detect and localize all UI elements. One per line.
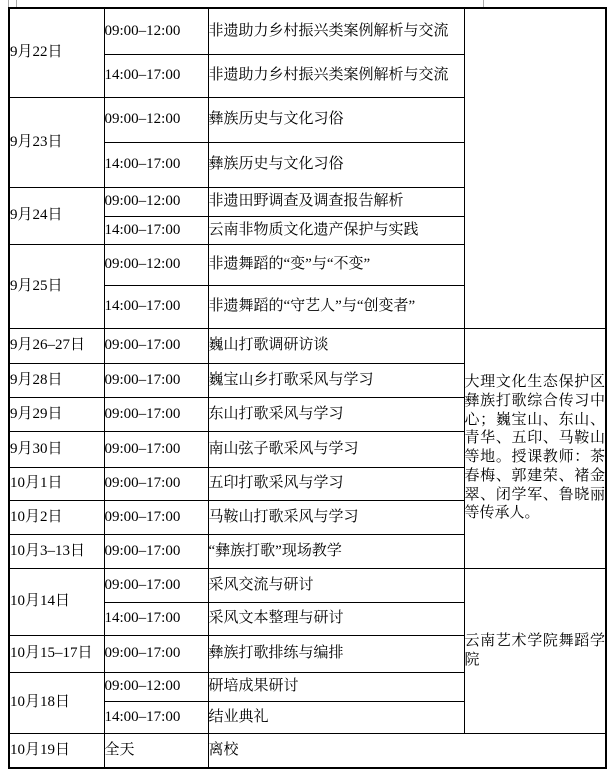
activity-cell: “彝族打歌”现场教学	[208, 534, 464, 568]
time-cell: 14:00–17:00	[104, 216, 208, 244]
time-cell: 14:00–17:00	[104, 285, 208, 328]
time-cell: 14:00–17:00	[104, 602, 208, 635]
time-cell: 09:00–12:00	[104, 8, 208, 54]
date-cell: 10月19日	[9, 733, 104, 768]
activity-cell: 结业典礼	[208, 701, 464, 733]
activity-cell: 云南非物质文化遗产保护与实践	[208, 216, 464, 244]
activity-cell: 巍宝山乡打歌采风与学习	[208, 363, 464, 397]
date-cell: 9月24日	[9, 187, 104, 244]
schedule-table	[8, 7, 607, 769]
note-cell	[464, 8, 606, 328]
time-cell: 09:00–17:00	[104, 500, 208, 534]
activity-cell: 南山弦子歌采风与学习	[208, 431, 464, 467]
table-row	[9, 328, 606, 363]
time-cell: 09:00–17:00	[104, 568, 208, 602]
activity-cell: 彝族历史与文化习俗	[208, 97, 464, 142]
activity-cell: 非遗助力乡村振兴类案例解析与交流	[208, 8, 464, 54]
date-cell: 10月14日	[9, 568, 104, 635]
activity-cell: 研培成果研讨	[208, 672, 464, 701]
time-cell: 09:00–17:00	[104, 328, 208, 363]
table-row	[9, 733, 606, 768]
date-cell: 9月23日	[9, 97, 104, 187]
note-cell: 大理文化生态保护区彝族打歌综合传习中心；巍宝山、东山、青华、五印、马鞍山等地。授课教师：茶春梅、郭建荣、褚金翠、闭学军、鲁晓丽等传承人。	[464, 328, 606, 568]
activity-cell: 彝族历史与文化习俗	[208, 142, 464, 187]
date-cell: 9月30日	[9, 431, 104, 467]
date-cell: 9月25日	[9, 244, 104, 328]
activity-cell: 非遗舞蹈的“变”与“不变”	[208, 244, 464, 285]
activity-cell: 非遗田野调查及调查报告解析	[208, 187, 464, 216]
activity-cell: 彝族打歌排练与编排	[208, 635, 464, 672]
date-cell: 10月2日	[9, 500, 104, 534]
activity-cell: 马鞍山打歌采风与学习	[208, 500, 464, 534]
date-cell: 10月1日	[9, 467, 104, 500]
time-cell: 09:00–12:00	[104, 97, 208, 142]
activity-cell: 非遗舞蹈的“守艺人”与“创变者”	[208, 285, 464, 328]
time-cell: 09:00–12:00	[104, 187, 208, 216]
crop-artifact-tick	[16, 0, 17, 7]
time-cell: 全天	[104, 733, 208, 768]
time-cell: 14:00–17:00	[104, 54, 208, 97]
time-cell: 09:00–17:00	[104, 635, 208, 672]
date-cell: 9月29日	[9, 397, 104, 431]
note-cell: 云南艺术学院舞蹈学院	[464, 568, 606, 733]
time-cell: 09:00–17:00	[104, 467, 208, 500]
date-cell: 10月15–17日	[9, 635, 104, 672]
time-cell: 09:00–12:00	[104, 244, 208, 285]
activity-cell: 非遗助力乡村振兴类案例解析与交流	[208, 54, 464, 97]
date-cell: 10月3–13日	[9, 534, 104, 568]
time-cell: 09:00–17:00	[104, 431, 208, 467]
schedule-body	[9, 8, 606, 768]
crop-artifact-tick	[483, 0, 484, 7]
table-row	[9, 568, 606, 602]
time-cell: 14:00–17:00	[104, 701, 208, 733]
table-row	[9, 8, 606, 54]
date-cell: 9月28日	[9, 363, 104, 397]
crop-artifact-tick	[8, 0, 9, 7]
activity-cell: 巍山打歌调研访谈	[208, 328, 464, 363]
activity-cell: 离校	[208, 733, 606, 768]
activity-cell: 五印打歌采风与学习	[208, 467, 464, 500]
time-cell: 09:00–17:00	[104, 363, 208, 397]
time-cell: 09:00–17:00	[104, 534, 208, 568]
time-cell: 09:00–17:00	[104, 397, 208, 431]
activity-cell: 东山打歌采风与学习	[208, 397, 464, 431]
date-cell: 9月22日	[9, 8, 104, 97]
activity-cell: 采风文本整理与研讨	[208, 602, 464, 635]
date-cell: 10月18日	[9, 672, 104, 733]
time-cell: 09:00–12:00	[104, 672, 208, 701]
activity-cell: 采风交流与研讨	[208, 568, 464, 602]
time-cell: 14:00–17:00	[104, 142, 208, 187]
date-cell: 9月26–27日	[9, 328, 104, 363]
